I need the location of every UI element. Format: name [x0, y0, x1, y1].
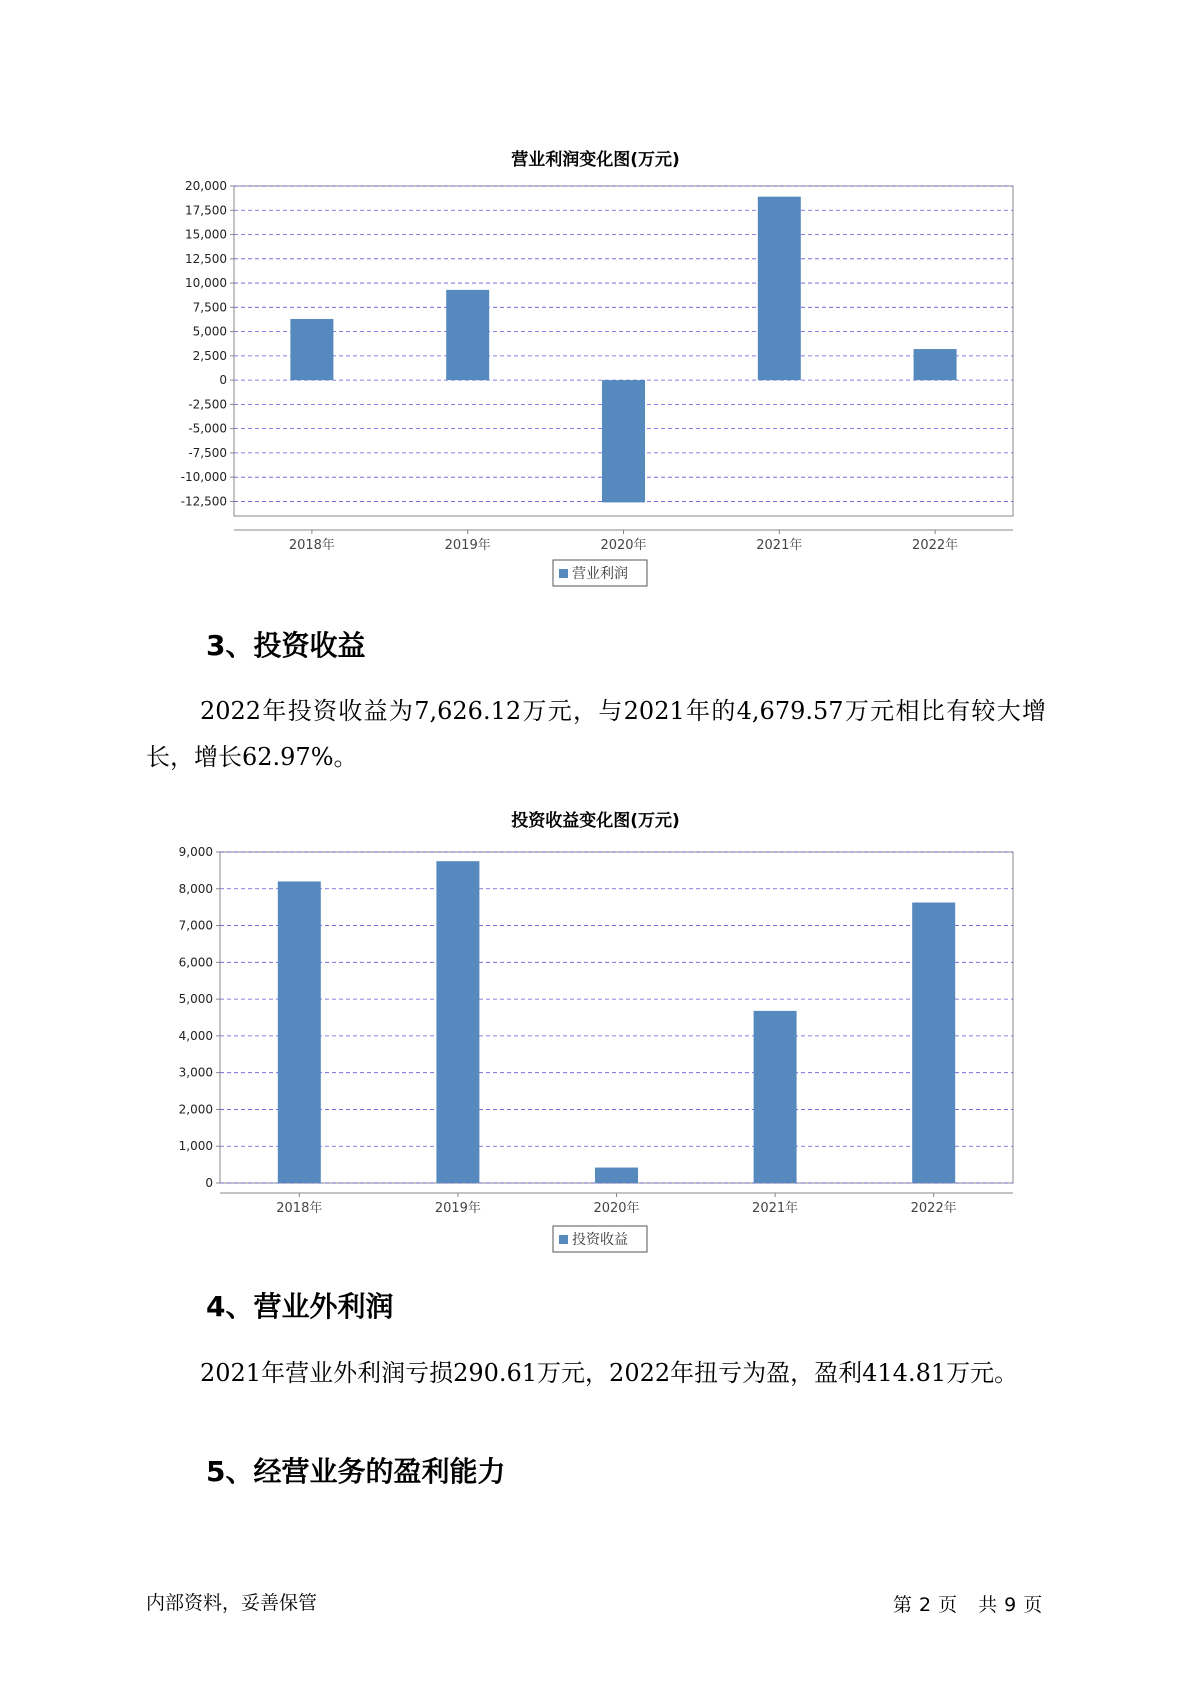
legend-label: 营业利润	[572, 566, 628, 582]
y-tick-label: 5,000	[192, 324, 227, 339]
page-total: 9	[1004, 1594, 1018, 1616]
page-prefix: 第	[893, 1594, 914, 1616]
y-tick-label: 2,500	[192, 348, 227, 363]
y-tick-label: 2,000	[178, 1102, 213, 1117]
legend-swatch	[559, 1235, 568, 1244]
x-tick-label: 2021年	[752, 1201, 799, 1216]
y-tick-label: 0	[219, 373, 227, 388]
y-tick-label: 10,000	[185, 276, 227, 291]
bar	[278, 881, 321, 1183]
section-heading-business-profitability: 5、经营业务的盈利能力	[206, 1455, 506, 1488]
y-tick-label: -5,000	[188, 421, 227, 436]
x-tick-label: 2019年	[434, 1201, 481, 1216]
bar	[595, 1168, 638, 1183]
x-tick-label: 2019年	[444, 538, 491, 553]
y-tick-label: 7,500	[192, 300, 227, 315]
y-tick-label: 7,000	[178, 918, 213, 933]
x-tick-label: 2018年	[276, 1201, 323, 1216]
chart-title: 营业利润变化图(万元)	[511, 150, 680, 170]
bar	[912, 903, 955, 1183]
footer-page-number	[893, 1590, 1049, 1617]
y-tick-label: 3,000	[178, 1065, 213, 1080]
y-tick-label: -2,500	[188, 397, 227, 412]
y-tick-label: 5,000	[178, 992, 213, 1007]
bar	[754, 1011, 797, 1183]
y-tick-label: 9,000	[178, 845, 213, 859]
paragraph-non-operating-profit: 2021年营业外利润亏损290.61万元，2022年扭亏为盈，盈利414.81万元。	[200, 1359, 1019, 1387]
y-tick-label: 20,000	[185, 179, 227, 193]
bar	[436, 861, 479, 1183]
y-tick-label: 6,000	[178, 955, 213, 970]
y-tick-label: 0	[205, 1176, 213, 1190]
y-tick-label: -12,500	[180, 494, 227, 509]
paragraph-investment-income: 2022年投资收益为7,626.12万元，与2021年的4,679.57万元相比有较大增长，增长62.97%。	[146, 697, 1046, 771]
x-tick-label: 2021年	[756, 538, 803, 553]
y-tick-label: 1,000	[178, 1139, 213, 1154]
y-tick-label: -10,000	[180, 470, 227, 485]
page-mid: 页 共	[938, 1594, 999, 1616]
x-tick-label: 2022年	[910, 1201, 957, 1216]
plot-area	[220, 852, 1013, 1183]
chart-title: 投资收益变化图(万元)	[511, 811, 680, 831]
y-tick-label: 17,500	[185, 203, 227, 218]
x-tick-label: 2020年	[600, 538, 647, 553]
page-suffix: 页	[1023, 1594, 1044, 1616]
section-heading-investment-income: 3、投资收益	[206, 629, 366, 662]
x-tick-label: 2018年	[288, 538, 335, 553]
x-tick-label: 2020年	[593, 1201, 640, 1216]
section-heading-non-operating-profit: 4、营业外利润	[206, 1290, 394, 1323]
y-tick-label: 12,500	[185, 251, 227, 266]
x-tick-label: 2022年	[912, 538, 959, 553]
y-tick-label: -7,500	[188, 445, 227, 460]
y-tick-label: 8,000	[178, 881, 213, 896]
y-tick-label: 4,000	[178, 1028, 213, 1043]
legend-label: 投资收益	[572, 1232, 628, 1248]
footer-confidential-note: 内部资料，妥善保管	[146, 1592, 318, 1614]
y-tick-label: 15,000	[185, 227, 227, 242]
legend	[553, 1226, 647, 1252]
page-current: 2	[919, 1594, 933, 1616]
